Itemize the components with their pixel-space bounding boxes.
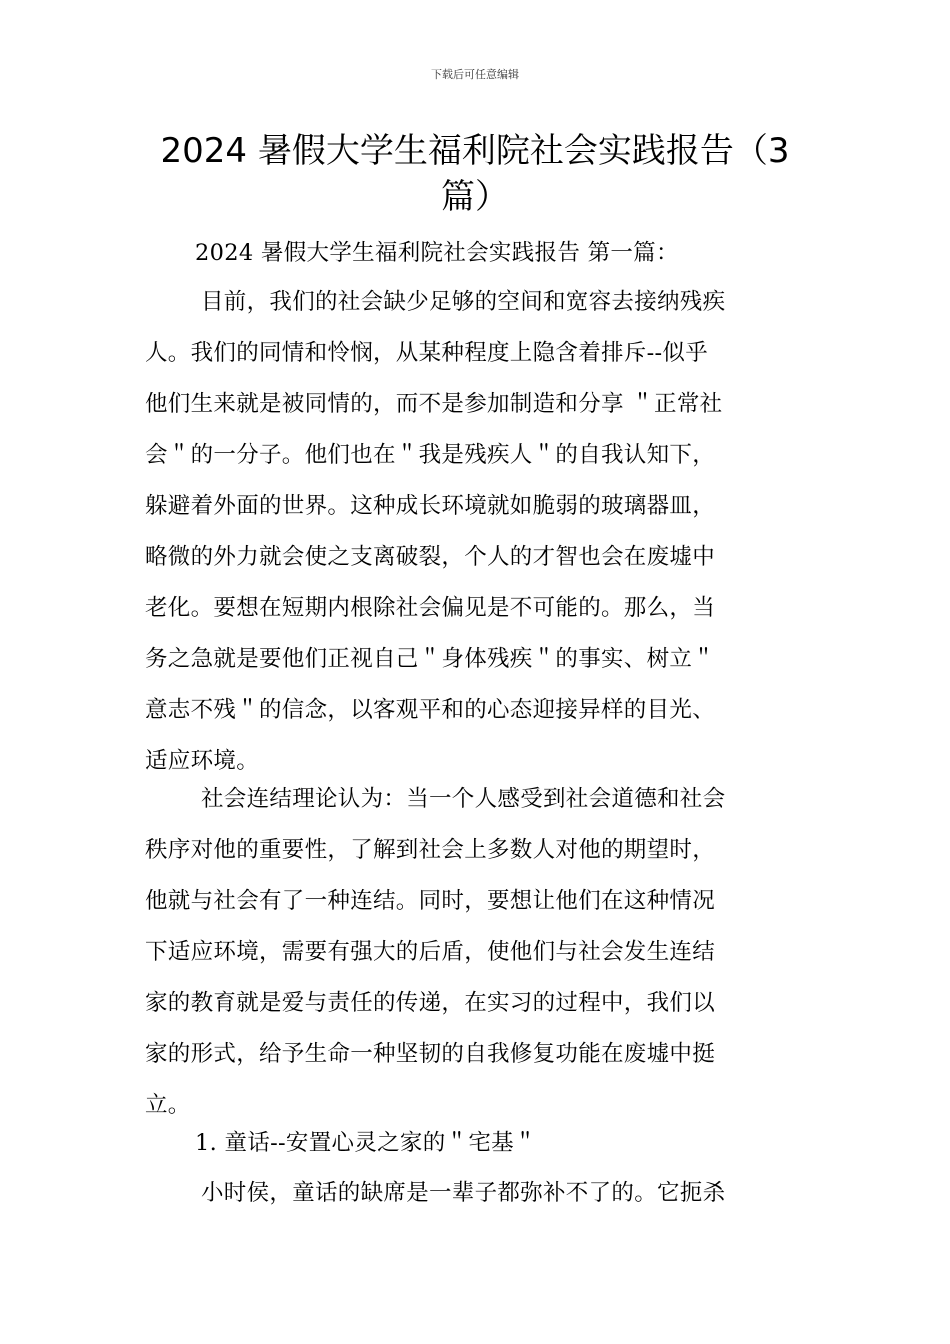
paragraph-line: 人。我们的同情和怜悯，从某种程度上隐含着排斥--似乎: [145, 340, 709, 366]
paragraph-2: [145, 774, 807, 1131]
paragraph-line: 意志不残＂的信念，以客观平和的心态迎接异样的目光、: [145, 697, 716, 723]
paragraph-line: 小时侯，童话的缺席是一辈子都弥补不了的。它扼杀: [201, 1180, 726, 1206]
header-note: 下载后可任意编辑: [431, 68, 519, 81]
paragraph-line: 躲避着外面的世界。这种成长环境就如脆弱的玻璃器皿，: [145, 493, 716, 519]
paragraph-line: 目前，我们的社会缺少足够的空间和宽容去接纳残疾: [201, 289, 726, 315]
document-title: [145, 128, 805, 220]
paragraph-line: 社会连结理论认为：当一个人感受到社会道德和社会: [201, 786, 726, 812]
paragraph-line: 会＂的一分子。他们也在＂我是残疾人＂的自我认知下，: [145, 442, 716, 468]
paragraph-3: [145, 1168, 807, 1219]
item-1-heading: 1. 童话--安置心灵之家的＂宅基＂: [195, 1130, 537, 1156]
paragraph-line: 立。: [145, 1092, 191, 1118]
paragraph-1: [145, 277, 807, 787]
section-subtitle: 2024 暑假大学生福利院社会实践报告 第一篇：: [195, 240, 679, 266]
paragraph-line: 下适应环境，需要有强大的后盾，使他们与社会发生连结: [145, 939, 716, 965]
paragraph-line: 他们生来就是被同情的，而不是参加制造和分享 ＂正常社: [145, 391, 723, 417]
paragraph-line: 家的教育就是爱与责任的传递，在实习的过程中，我们以: [145, 990, 716, 1016]
paragraph-line: 适应环境。: [145, 748, 260, 774]
paragraph-line: 家的形式，给予生命一种坚韧的自我修复功能在废墟中挺: [145, 1041, 716, 1067]
title-line-1: 2024 暑假大学生福利院社会实践报告（3: [160, 131, 790, 171]
paragraph-line: 老化。要想在短期内根除社会偏见是不可能的。那么，当: [145, 595, 716, 621]
paragraph-line: 秩序对他的重要性，了解到社会上多数人对他的期望时，: [145, 837, 716, 863]
title-line-2: 篇）: [441, 177, 509, 217]
paragraph-line: 他就与社会有了一种连结。同时，要想让他们在这种情况: [145, 888, 716, 914]
paragraph-line: 务之急就是要他们正视自己＂身体残疾＂的事实、树立＂: [145, 646, 716, 672]
paragraph-line: 略微的外力就会使之支离破裂，个人的才智也会在废墟中: [145, 544, 716, 570]
